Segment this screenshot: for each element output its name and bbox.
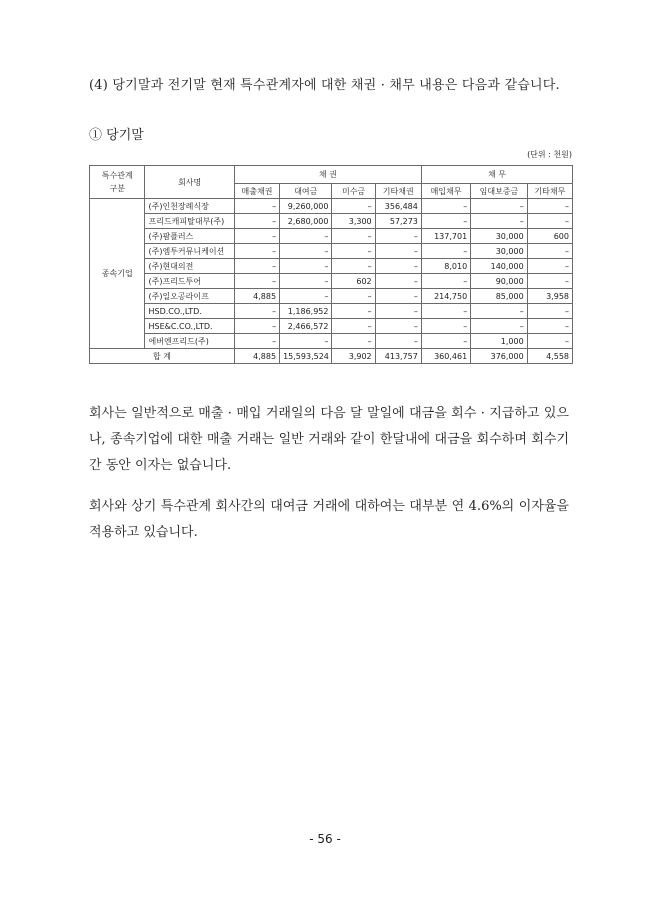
- total-cell: 15,593,524: [280, 349, 332, 364]
- value-cell: –: [280, 244, 332, 259]
- company-name: (주)일오공라이프: [145, 289, 234, 304]
- table-row: [90, 304, 573, 319]
- table-row: [90, 259, 573, 274]
- value-cell: –: [421, 319, 470, 334]
- company-name: HSE&C.CO.,LTD.: [145, 319, 234, 334]
- value-cell: –: [421, 199, 470, 214]
- paragraph-settlement: 회사는 일반적으로 매출 · 매입 거래일의 다음 달 말일에 대금을 회수 · 지급하고 있으나, 종속기업에 대한 매출 거래는 일반 거래와 같이 한달내에 대금을 회수하며 회수기간 동안 이자는 없습니다.: [89, 406, 569, 473]
- value-cell: 30,000: [471, 244, 528, 259]
- value-cell: –: [234, 304, 279, 319]
- total-cell: 3,902: [332, 349, 375, 364]
- value-cell: –: [280, 229, 332, 244]
- column-header: 임대보증금: [471, 184, 528, 199]
- column-header: 기타채권: [375, 184, 421, 199]
- value-cell: –: [375, 289, 421, 304]
- value-cell: –: [234, 214, 279, 229]
- value-cell: 57,273: [375, 214, 421, 229]
- company-name: HSD.CO.,LTD.: [145, 304, 234, 319]
- company-name: (주)인천장례식장: [145, 199, 234, 214]
- value-cell: –: [375, 244, 421, 259]
- company-name: 프리드캐피탈대부(주): [145, 214, 234, 229]
- value-cell: 1,186,952: [280, 304, 332, 319]
- value-cell: –: [421, 214, 470, 229]
- value-cell: –: [280, 289, 332, 304]
- value-cell: –: [527, 244, 572, 259]
- value-cell: –: [332, 199, 375, 214]
- value-cell: –: [527, 214, 572, 229]
- value-cell: –: [527, 334, 572, 349]
- value-cell: 4,885: [234, 289, 279, 304]
- value-cell: 90,000: [471, 274, 528, 289]
- value-cell: 2,466,572: [280, 319, 332, 334]
- value-cell: –: [332, 289, 375, 304]
- value-cell: –: [280, 334, 332, 349]
- value-cell: 137,701: [421, 229, 470, 244]
- value-cell: –: [527, 319, 572, 334]
- company-header: 회사명: [145, 166, 234, 199]
- value-cell: 1,000: [471, 334, 528, 349]
- value-cell: –: [332, 319, 375, 334]
- value-cell: 214,750: [421, 289, 470, 304]
- value-cell: –: [332, 334, 375, 349]
- value-cell: –: [375, 319, 421, 334]
- company-name: (주)현대의전: [145, 259, 234, 274]
- value-cell: 9,260,000: [280, 199, 332, 214]
- table-row: [90, 229, 573, 244]
- table-header-row: [90, 166, 573, 184]
- value-cell: 602: [332, 274, 375, 289]
- total-cell: 4,558: [527, 349, 572, 364]
- value-cell: –: [375, 304, 421, 319]
- value-cell: –: [375, 259, 421, 274]
- company-name: (주)엠투커뮤니케이션: [145, 244, 234, 259]
- value-cell: –: [471, 199, 528, 214]
- value-cell: 140,000: [471, 259, 528, 274]
- relation-header-line1: 특수관계: [101, 171, 133, 180]
- value-cell: –: [471, 304, 528, 319]
- value-cell: –: [332, 244, 375, 259]
- receivables-header: 채 권: [234, 166, 421, 184]
- sub-heading: ① 당기말: [89, 128, 144, 143]
- related-party-table: [89, 165, 573, 364]
- table-body: [90, 199, 573, 349]
- value-cell: –: [421, 304, 470, 319]
- payables-header: 채 무: [421, 166, 572, 184]
- value-cell: 8,010: [421, 259, 470, 274]
- value-cell: –: [421, 334, 470, 349]
- total-cell: 360,461: [421, 349, 470, 364]
- value-cell: –: [332, 259, 375, 274]
- value-cell: –: [234, 334, 279, 349]
- value-cell: –: [234, 199, 279, 214]
- value-cell: –: [527, 274, 572, 289]
- value-cell: –: [421, 274, 470, 289]
- value-cell: –: [280, 259, 332, 274]
- value-cell: 2,680,000: [280, 214, 332, 229]
- value-cell: –: [234, 229, 279, 244]
- value-cell: 30,000: [471, 229, 528, 244]
- value-cell: –: [332, 229, 375, 244]
- value-cell: –: [375, 229, 421, 244]
- value-cell: –: [234, 244, 279, 259]
- unit-label: (단위 : 천원): [527, 150, 572, 159]
- value-cell: –: [471, 214, 528, 229]
- column-header: 미수금: [332, 184, 375, 199]
- value-cell: 3,958: [527, 289, 572, 304]
- company-name: 에버엔프리드(주): [145, 334, 234, 349]
- total-cell: 376,000: [471, 349, 528, 364]
- value-cell: –: [527, 304, 572, 319]
- value-cell: 3,300: [332, 214, 375, 229]
- value-cell: 356,484: [375, 199, 421, 214]
- value-cell: –: [375, 334, 421, 349]
- section-heading: (4) 당기말과 전기말 현재 특수관계자에 대한 채권 · 채무 내용은 다음과 같습니다.: [89, 78, 560, 93]
- value-cell: –: [421, 244, 470, 259]
- column-header: 매입채무: [421, 184, 470, 199]
- page-number: - 56 -: [309, 832, 341, 846]
- table-row: [90, 214, 573, 229]
- value-cell: 85,000: [471, 289, 528, 304]
- value-cell: –: [527, 199, 572, 214]
- paragraph-interest: 회사와 상기 특수관계 회사간의 대여금 거래에 대하여는 대부분 연 4.6%의 이자율을 적용하고 있습니다.: [89, 499, 569, 540]
- value-cell: –: [527, 259, 572, 274]
- table-row: [90, 334, 573, 349]
- total-row: [90, 349, 573, 364]
- company-name: (주)프리드투어: [145, 274, 234, 289]
- table-row: [90, 289, 573, 304]
- column-header: 매출채권: [234, 184, 279, 199]
- table-row: [90, 319, 573, 334]
- column-header: 기타채무: [527, 184, 572, 199]
- total-label: 합 계: [90, 349, 235, 364]
- table-row: [90, 274, 573, 289]
- value-cell: –: [234, 319, 279, 334]
- value-cell: –: [234, 274, 279, 289]
- relation-header-line2: 구분: [109, 184, 125, 193]
- column-header: 대여금: [280, 184, 332, 199]
- relation-header: [90, 166, 145, 199]
- value-cell: –: [280, 274, 332, 289]
- group-label: 종속기업: [90, 199, 145, 349]
- table-row: [90, 244, 573, 259]
- total-cell: 4,885: [234, 349, 279, 364]
- value-cell: –: [375, 274, 421, 289]
- company-name: (주)팜플러스: [145, 229, 234, 244]
- value-cell: 600: [527, 229, 572, 244]
- total-cell: 413,757: [375, 349, 421, 364]
- value-cell: –: [471, 319, 528, 334]
- value-cell: –: [332, 304, 375, 319]
- table-row: [90, 199, 573, 214]
- value-cell: –: [234, 259, 279, 274]
